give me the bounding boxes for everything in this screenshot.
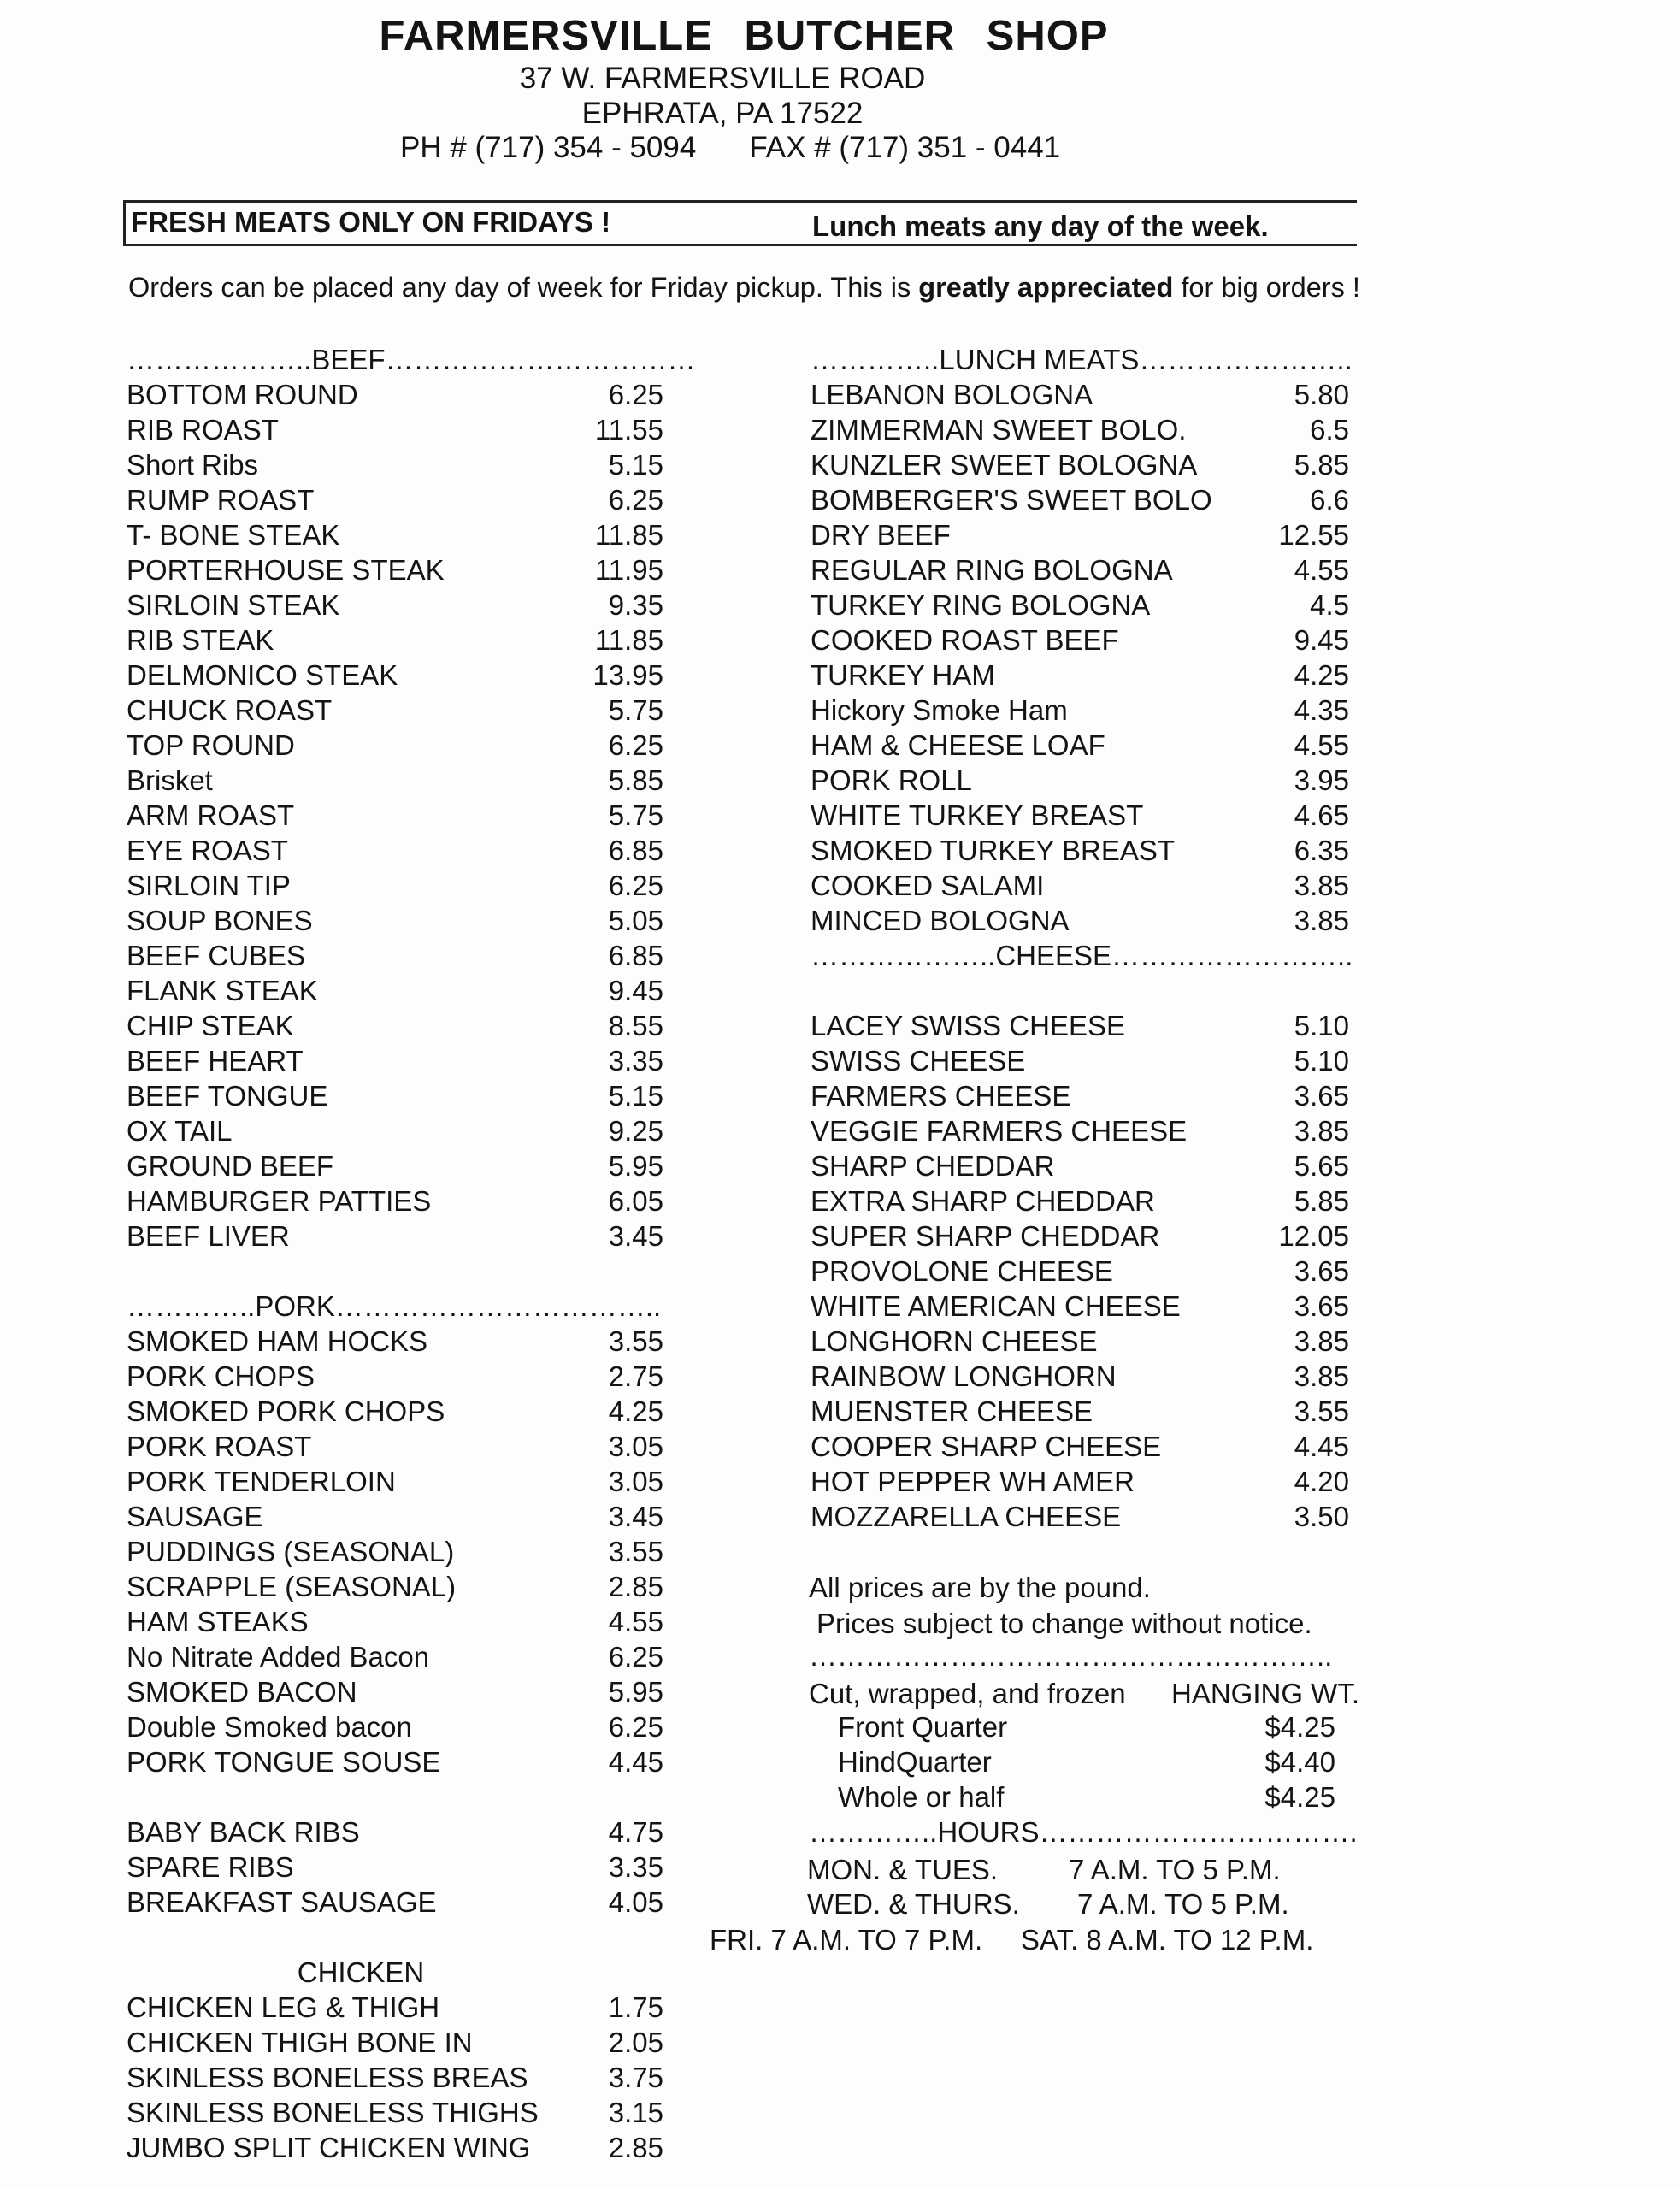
- item-price: 3.85: [1294, 870, 1349, 901]
- item-price: 3.35: [608, 1045, 663, 1077]
- order-note-text: Orders can be placed any day of week for Friday pickup. This is: [128, 272, 919, 303]
- item-price: 3.55: [608, 1536, 663, 1567]
- item-name: LACEY SWISS CHEESE: [811, 1010, 1126, 1041]
- pork-list-2: [127, 1814, 663, 1920]
- lunch-meat-item: [811, 412, 1349, 447]
- cheese-item: [811, 1218, 1349, 1254]
- item-name: SUPER SHARP CHEDDAR: [811, 1220, 1160, 1252]
- beef-item: [127, 377, 663, 412]
- item-name: Brisket: [127, 764, 213, 796]
- item-name: REGULAR RING BOLOGNA: [811, 554, 1173, 586]
- item-name: RIB STEAK: [127, 624, 274, 656]
- item-name: RIB ROAST: [127, 414, 279, 445]
- pork-item: [127, 1604, 663, 1639]
- item-price: 3.45: [608, 1501, 663, 1532]
- item-name: Front Quarter: [838, 1711, 1008, 1743]
- item-price: 4.25: [608, 1395, 663, 1427]
- chicken-item: [127, 2025, 663, 2060]
- lunch-meat-item: [811, 903, 1349, 938]
- item-price: 6.25: [608, 729, 663, 761]
- beef-item: [127, 1043, 663, 1078]
- item-price: 5.65: [1294, 1150, 1349, 1182]
- item-name: BOTTOM ROUND: [127, 379, 358, 410]
- beef-item: [127, 798, 663, 833]
- hanging-item: [838, 1779, 1335, 1814]
- item-price: 6.85: [608, 940, 663, 971]
- item-price: 6.35: [1294, 835, 1349, 866]
- item-price: 3.05: [608, 1466, 663, 1497]
- item-price: 3.55: [1294, 1395, 1349, 1427]
- item-name: SKINLESS BONELESS THIGHS: [127, 2097, 539, 2128]
- item-price: 3.95: [1294, 764, 1349, 796]
- beef-item: [127, 1113, 663, 1148]
- item-price: 6.25: [608, 379, 663, 410]
- item-price: 1.75: [608, 1991, 663, 2023]
- item-name: BEEF HEART: [127, 1045, 304, 1077]
- item-price: 3.45: [608, 1220, 663, 1252]
- item-name: WHITE AMERICAN CHEESE: [811, 1290, 1181, 1322]
- item-name: HindQuarter: [838, 1746, 992, 1778]
- item-name: PORK ROLL: [811, 764, 972, 796]
- address-line-2: EPHRATA, PA 17522: [581, 97, 864, 130]
- item-name: No Nitrate Added Bacon: [127, 1641, 430, 1673]
- pork-item: [127, 1674, 663, 1709]
- fresh-meats-notice: FRESH MEATS ONLY ON FRIDAYS !: [131, 206, 611, 238]
- lunch-meats-heading: …………..LUNCH MEATS…………………..: [811, 344, 1353, 375]
- beef-item: [127, 868, 663, 903]
- item-price: 4.45: [1294, 1431, 1349, 1462]
- item-name: COOKED SALAMI: [811, 870, 1045, 901]
- hours-friday: FRI. 7 A.M. TO 7 P.M.: [710, 1924, 983, 1956]
- item-name: HOT PEPPER WH AMER: [811, 1466, 1135, 1497]
- item-price: 5.95: [608, 1676, 663, 1708]
- item-price: 13.95: [592, 659, 663, 691]
- lunch-meat-item: [811, 868, 1349, 903]
- item-price: 3.65: [1294, 1255, 1349, 1287]
- lunch-meat-item: [811, 622, 1349, 658]
- beef-heading: ………………..BEEF……………………………: [127, 344, 696, 375]
- item-name: PORK CHOPS: [127, 1360, 315, 1392]
- hanging-item: [838, 1709, 1335, 1744]
- item-name: ARM ROAST: [127, 799, 295, 831]
- item-price: 3.65: [1294, 1290, 1349, 1322]
- item-name: DRY BEEF: [811, 519, 951, 551]
- item-price: 4.75: [608, 1816, 663, 1848]
- item-price: 9.45: [608, 975, 663, 1006]
- item-price: 3.85: [1294, 905, 1349, 936]
- pork-item: [127, 1885, 663, 1920]
- item-price: 11.95: [594, 554, 663, 586]
- item-name: BEEF TONGUE: [127, 1080, 328, 1112]
- cheese-item: [811, 1499, 1349, 1534]
- item-name: ZIMMERMAN SWEET BOLO.: [811, 414, 1187, 445]
- item-price: 6.25: [608, 484, 663, 516]
- pricing-note-2: Prices subject to change without notice.: [816, 1608, 1312, 1639]
- beef-item: [127, 833, 663, 868]
- item-price: 5.80: [1294, 379, 1349, 410]
- item-name: EYE ROAST: [127, 835, 288, 866]
- item-price: $4.25: [1264, 1781, 1335, 1813]
- item-name: PORTERHOUSE STEAK: [127, 554, 445, 586]
- pricing-note-1: All prices are by the pound.: [809, 1572, 1151, 1603]
- hanging-item: [838, 1744, 1335, 1779]
- item-price: 11.85: [594, 624, 663, 656]
- phone-number: PH # (717) 354 - 5094: [400, 131, 697, 164]
- item-price: 5.10: [1294, 1045, 1349, 1077]
- hours-mon-tue-day: MON. & TUES.: [807, 1854, 999, 1885]
- item-price: 4.55: [608, 1606, 663, 1637]
- item-price: 5.95: [608, 1150, 663, 1182]
- item-price: 4.20: [1294, 1466, 1349, 1497]
- item-name: SMOKED PORK CHOPS: [127, 1395, 445, 1427]
- item-name: PORK TENDERLOIN: [127, 1466, 396, 1497]
- lunch-meat-item: [811, 833, 1349, 868]
- item-price: 6.25: [608, 870, 663, 901]
- lunch-meat-item: [811, 552, 1349, 587]
- item-price: 3.35: [608, 1851, 663, 1883]
- cheese-item: [811, 1464, 1349, 1499]
- item-price: 5.85: [608, 764, 663, 796]
- cheese-item: [811, 1043, 1349, 1078]
- item-price: 2.75: [608, 1360, 663, 1392]
- beef-item: [127, 1183, 663, 1218]
- item-price: 6.25: [608, 1641, 663, 1673]
- item-name: SMOKED TURKEY BREAST: [811, 835, 1176, 866]
- beef-item: [127, 622, 663, 658]
- pork-item: [127, 1324, 663, 1359]
- item-price: 4.65: [1294, 799, 1349, 831]
- pork-item: [127, 1394, 663, 1429]
- beef-item: [127, 938, 663, 973]
- item-name: HAMBURGER PATTIES: [127, 1185, 432, 1217]
- lunch-meat-item: [811, 482, 1349, 517]
- item-price: 5.85: [1294, 1185, 1349, 1217]
- item-name: SIRLOIN TIP: [127, 870, 291, 901]
- item-name: Double Smoked bacon: [127, 1711, 412, 1743]
- cheese-item: [811, 1008, 1349, 1043]
- chicken-heading: CHICKEN: [297, 1956, 425, 1988]
- pork-item: [127, 1359, 663, 1394]
- item-price: 4.45: [608, 1746, 663, 1778]
- item-price: 2.05: [608, 2027, 663, 2058]
- cheese-item: [811, 1113, 1349, 1148]
- item-name: SMOKED BACON: [127, 1676, 357, 1708]
- right-column: [811, 342, 1353, 1534]
- beef-item: [127, 973, 663, 1008]
- item-price: 5.75: [608, 799, 663, 831]
- item-price: 8.55: [608, 1010, 663, 1041]
- item-price: 5.15: [608, 1080, 663, 1112]
- hanging-list: [838, 1709, 1335, 1814]
- lunch-meat-item: [811, 728, 1349, 763]
- item-name: SHARP CHEDDAR: [811, 1150, 1055, 1182]
- order-note-end: for big orders !: [1173, 272, 1360, 303]
- item-name: PORK ROAST: [127, 1431, 312, 1462]
- hours-saturday: SAT. 8 A.M. TO 12 P.M.: [1021, 1924, 1314, 1956]
- lunch-meats-list: [811, 377, 1349, 938]
- beef-item: [127, 1008, 663, 1043]
- beef-item: [127, 903, 663, 938]
- cheese-item: [811, 1078, 1349, 1113]
- item-price: 6.25: [608, 1711, 663, 1743]
- beef-list: [127, 377, 663, 1254]
- item-name: BOMBERGER'S SWEET BOLO: [811, 484, 1212, 516]
- item-name: SIRLOIN STEAK: [127, 589, 340, 621]
- pork-heading: …………..PORK……………………………..: [127, 1290, 662, 1322]
- chicken-item: [127, 2130, 663, 2165]
- item-price: 3.05: [608, 1431, 663, 1462]
- item-name: SOUP BONES: [127, 905, 313, 936]
- beef-item: [127, 587, 663, 622]
- item-price: 5.75: [608, 694, 663, 726]
- pork-item: [127, 1569, 663, 1604]
- lunch-meat-item: [811, 693, 1349, 728]
- beef-item: [127, 658, 663, 693]
- cheese-item: [811, 1324, 1349, 1359]
- order-note: [128, 272, 1360, 304]
- beef-item: [127, 1078, 663, 1113]
- left-column: [127, 342, 696, 2165]
- cheese-item: [811, 1183, 1349, 1218]
- item-price: 2.85: [608, 1571, 663, 1602]
- address-line-1: 37 W. FARMERSVILLE ROAD: [519, 62, 926, 95]
- item-name: BREAKFAST SAUSAGE: [127, 1886, 437, 1918]
- hanging-label: Cut, wrapped, and frozen: [809, 1678, 1126, 1709]
- lunch-meat-item: [811, 447, 1349, 482]
- item-name: WHITE TURKEY BREAST: [811, 799, 1144, 831]
- item-price: 3.75: [608, 2062, 663, 2093]
- item-price: 11.85: [594, 519, 663, 551]
- beef-item: [127, 1148, 663, 1183]
- cheese-item: [811, 1289, 1349, 1324]
- item-price: 2.85: [608, 2132, 663, 2163]
- beef-item: [127, 693, 663, 728]
- item-price: 3.50: [1294, 1501, 1349, 1532]
- cheese-heading: ………………..CHEESE……………………..: [811, 940, 1353, 971]
- divider-dots: ………………………………………………..: [809, 1640, 1333, 1672]
- item-name: PUDDINGS (SEASONAL): [127, 1536, 455, 1567]
- hours-wed-thu-day: WED. & THURS.: [807, 1888, 1020, 1920]
- item-price: 5.10: [1294, 1010, 1349, 1041]
- item-name: TOP ROUND: [127, 729, 295, 761]
- item-name: PORK TONGUE SOUSE: [127, 1746, 441, 1778]
- item-price: $4.25: [1264, 1711, 1335, 1743]
- pork-item: [127, 1814, 663, 1850]
- item-name: GROUND BEEF: [127, 1150, 334, 1182]
- cheese-item: [811, 1254, 1349, 1289]
- hours-heading: …………..HOURS…………………………….: [809, 1816, 1358, 1848]
- item-price: 3.15: [608, 2097, 663, 2128]
- pork-list: [127, 1324, 663, 1779]
- item-price: 9.45: [1294, 624, 1349, 656]
- contact-line: [400, 131, 1060, 165]
- item-price: 3.85: [1294, 1325, 1349, 1357]
- item-price: 6.85: [608, 835, 663, 866]
- chicken-item: [127, 1990, 663, 2025]
- pork-item: [127, 1744, 663, 1779]
- item-name: COOKED ROAST BEEF: [811, 624, 1119, 656]
- item-price: 4.55: [1294, 554, 1349, 586]
- pork-item: [127, 1464, 663, 1499]
- item-price: 5.15: [608, 449, 663, 481]
- beef-item: [127, 552, 663, 587]
- item-price: 4.5: [1310, 589, 1349, 621]
- chicken-item: [127, 2095, 663, 2130]
- item-name: MINCED BOLOGNA: [811, 905, 1070, 936]
- lunch-meat-item: [811, 798, 1349, 833]
- item-name: TURKEY HAM: [811, 659, 995, 691]
- item-name: Short Ribs: [127, 449, 259, 481]
- item-price: 3.85: [1294, 1115, 1349, 1147]
- item-name: CHIP STEAK: [127, 1010, 294, 1041]
- item-name: JUMBO SPLIT CHICKEN WING: [127, 2132, 531, 2163]
- item-name: FARMERS CHEESE: [811, 1080, 1071, 1112]
- item-name: EXTRA SHARP CHEDDAR: [811, 1185, 1155, 1217]
- item-price: 3.85: [1294, 1360, 1349, 1392]
- cheese-list: [811, 1008, 1349, 1534]
- item-name: SCRAPPLE (SEASONAL): [127, 1571, 457, 1602]
- item-price: 4.05: [608, 1886, 663, 1918]
- lunch-meat-item: [811, 377, 1349, 412]
- item-price: 11.55: [594, 414, 663, 445]
- shop-name: FARMERSVILLE BUTCHER SHOP: [379, 13, 1109, 59]
- beef-item: [127, 412, 663, 447]
- beef-item: [127, 482, 663, 517]
- item-name: SMOKED HAM HOCKS: [127, 1325, 428, 1357]
- lunch-meat-item: [811, 763, 1349, 798]
- chicken-list: [127, 1990, 663, 2165]
- fax-number: FAX # (717) 351 - 0441: [749, 131, 1061, 164]
- item-price: 6.5: [1310, 414, 1349, 445]
- beef-item: [127, 728, 663, 763]
- item-price: 5.05: [608, 905, 663, 936]
- item-name: HAM & CHEESE LOAF: [811, 729, 1105, 761]
- item-name: COOPER SHARP CHEESE: [811, 1431, 1162, 1462]
- beef-item: [127, 1218, 663, 1254]
- notice-banner: [123, 200, 1357, 246]
- chicken-item: [127, 2060, 663, 2095]
- cheese-item: [811, 1148, 1349, 1183]
- item-price: 9.25: [608, 1115, 663, 1147]
- item-price: 4.35: [1294, 694, 1349, 726]
- item-name: T- BONE STEAK: [127, 519, 340, 551]
- item-name: BEEF LIVER: [127, 1220, 290, 1252]
- pork-item: [127, 1534, 663, 1569]
- item-name: RUMP ROAST: [127, 484, 315, 516]
- pork-item: [127, 1639, 663, 1674]
- item-name: VEGGIE FARMERS CHEESE: [811, 1115, 1188, 1147]
- beef-item: [127, 763, 663, 798]
- cheese-item: [811, 1394, 1349, 1429]
- order-note-emphasis: greatly appreciated: [918, 272, 1174, 303]
- item-name: FLANK STEAK: [127, 975, 318, 1006]
- lunch-meat-item: [811, 517, 1349, 552]
- item-name: SWISS CHEESE: [811, 1045, 1026, 1077]
- item-price: $4.40: [1264, 1746, 1335, 1778]
- item-name: KUNZLER SWEET BOLOGNA: [811, 449, 1198, 481]
- lunch-meat-item: [811, 587, 1349, 622]
- item-name: Hickory Smoke Ham: [811, 694, 1068, 726]
- item-name: OX TAIL: [127, 1115, 233, 1147]
- hanging-weight-header: HANGING WT.: [1171, 1678, 1359, 1709]
- item-name: CHICKEN LEG & THIGH: [127, 1991, 440, 2023]
- item-price: 9.35: [608, 589, 663, 621]
- beef-item: [127, 517, 663, 552]
- item-name: BABY BACK RIBS: [127, 1816, 360, 1848]
- item-price: 6.05: [608, 1185, 663, 1217]
- item-price: 3.55: [608, 1325, 663, 1357]
- item-name: LEBANON BOLOGNA: [811, 379, 1093, 410]
- pork-item: [127, 1709, 663, 1744]
- pork-item: [127, 1850, 663, 1885]
- item-price: 4.55: [1294, 729, 1349, 761]
- item-name: RAINBOW LONGHORN: [811, 1360, 1117, 1392]
- item-name: LONGHORN CHEESE: [811, 1325, 1098, 1357]
- item-price: 4.25: [1294, 659, 1349, 691]
- pork-item: [127, 1429, 663, 1464]
- item-name: CHUCK ROAST: [127, 694, 333, 726]
- lunch-meats-notice: Lunch meats any day of the week.: [812, 210, 1269, 242]
- beef-item: [127, 447, 663, 482]
- pork-item: [127, 1499, 663, 1534]
- item-name: CHICKEN THIGH BONE IN: [127, 2027, 473, 2058]
- item-name: SAUSAGE: [127, 1501, 263, 1532]
- item-price: 12.55: [1278, 519, 1349, 551]
- hours-mon-tue-time: 7 A.M. TO 5 P.M.: [1069, 1854, 1281, 1885]
- item-name: PROVOLONE CHEESE: [811, 1255, 1113, 1287]
- item-name: SPARE RIBS: [127, 1851, 294, 1883]
- item-name: MUENSTER CHEESE: [811, 1395, 1093, 1427]
- item-name: HAM STEAKS: [127, 1606, 309, 1637]
- cheese-item: [811, 1429, 1349, 1464]
- item-name: SKINLESS BONELESS BREAS: [127, 2062, 528, 2093]
- item-price: 6.6: [1310, 484, 1349, 516]
- item-name: TURKEY RING BOLOGNA: [811, 589, 1151, 621]
- item-name: DELMONICO STEAK: [127, 659, 398, 691]
- cheese-item: [811, 1359, 1349, 1394]
- item-price: 12.05: [1278, 1220, 1349, 1252]
- item-name: BEEF CUBES: [127, 940, 306, 971]
- lunch-meat-item: [811, 658, 1349, 693]
- item-price: 3.65: [1294, 1080, 1349, 1112]
- hours-wed-thu-time: 7 A.M. TO 5 P.M.: [1077, 1888, 1289, 1920]
- item-name: Whole or half: [838, 1781, 1005, 1813]
- item-name: MOZZARELLA CHEESE: [811, 1501, 1122, 1532]
- item-price: 5.85: [1294, 449, 1349, 481]
